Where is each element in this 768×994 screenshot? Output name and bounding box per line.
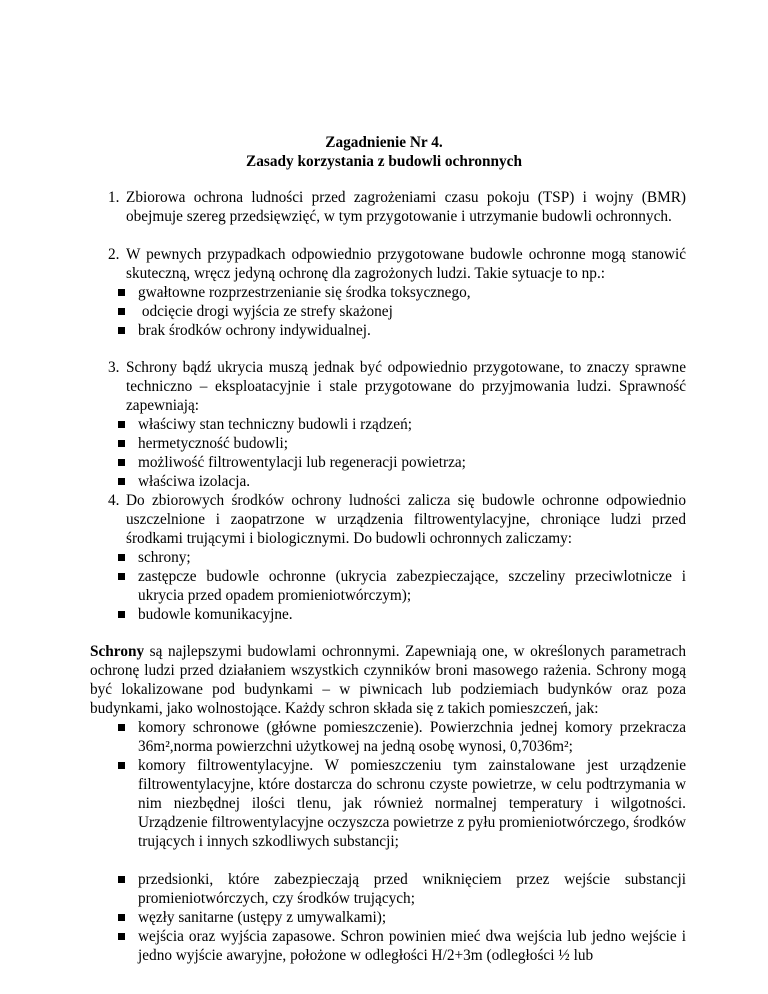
list-number: 3. [108, 359, 120, 376]
bullet-item: przedsionki, które zabezpieczają przed wniknięciem przez wejście substancji promieniotwórczych, czy środków trujących; [138, 870, 686, 908]
bullet-item: hermetyczność budowli; [138, 434, 686, 453]
bullet-square-icon [118, 327, 125, 334]
bullet-square-icon [118, 762, 125, 769]
list-text: Schrony bądź ukrycia muszą jednak być odpowiednio przygotowane, to znaczy sprawne techniczno – eksploatacyjnie i stale przygotowane do przyjmowania ludzi. Sprawność zapewniają: [126, 359, 686, 414]
bullet-item: budowle komunikacyjne. [138, 605, 686, 624]
bullet-square-icon [118, 308, 125, 315]
schrony-lead: Schrony [90, 643, 145, 660]
bullet-square-icon [118, 573, 125, 580]
schrony-text: są najlepszymi budowlami ochronnymi. Zapewniają one, w określonych parametrach ochronę ludzi przed działaniem wszystkich czynników broni masowego rażenia. Schrony mogą być lokalizowane pod budynkami – w piwnicach lub podziemiach budynków oraz poza budynkami, jako wolnostojące. Każdy schron składa się z takich pomieszczeń, jak: [90, 643, 686, 717]
bullet-square-icon [118, 459, 125, 466]
bullet-square-icon [118, 421, 125, 428]
document-title: Zagadnienie Nr 4. [325, 134, 443, 151]
bullet-item: wejścia oraz wyjścia zapasowe. Schron powinien mieć dwa wejścia lub jedno wejście i jedno wyjście awaryjne, położone w odległości H/2+3m (odległości ½ lub [138, 927, 686, 965]
bullet-item: odcięcie drogi wyjścia ze strefy skażonej [138, 302, 686, 321]
bullet-item: gwałtowne rozprzestrzenianie się środka toksycznego, [138, 283, 686, 302]
bullet-item: właściwy stan techniczny budowli i rządzeń; [138, 415, 686, 434]
list-text: W pewnych przypadkach odpowiednio przygotowane budowle ochronne mogą stanowić skuteczną, wręcz jedyną ochronę dla zagrożonych ludzi. Takie sytuacje to np.: [126, 246, 686, 282]
list-number: 4. [108, 492, 120, 509]
bullet-item: zastępcze budowle ochronne (ukrycia zabezpieczające, szczeliny przeciwlotnicze i ukrycia przed opadem promieniotwórczym); [138, 567, 686, 605]
bullet-item: możliwość filtrowentylacji lub regeneracji powietrza; [138, 453, 686, 472]
bullet-square-icon [118, 933, 125, 940]
bullet-square-icon [118, 554, 125, 561]
bullet-square-icon [118, 440, 125, 447]
bullet-item: właściwa izolacja. [138, 472, 686, 491]
bullet-item: brak środków ochrony indywidualnej. [138, 321, 686, 340]
bullet-square-icon [118, 611, 125, 618]
bullet-square-icon [118, 289, 125, 296]
list-number: 1. [108, 189, 120, 206]
document-subtitle: Zasady korzystania z budowli ochronnych [246, 153, 522, 170]
bullet-square-icon [118, 914, 125, 921]
bullet-square-icon [118, 478, 125, 485]
list-text: Do zbiorowych środków ochrony ludności zalicza się budowle ochronne odpowiednio uszczelnione i zaopatrzone w urządzenia filtrowentylacyjne, chroniące ludzi przed środkami trującymi i biologicznymi. Do budowli ochronnych zaliczamy: [126, 492, 686, 547]
bullet-item: komory schronowe (główne pomieszczenie). Powierzchnia jednej komory przekracza 36m²,norma powierzchni użytkowej na jedną osobę wynosi, 0,7036m²; [138, 718, 686, 756]
schrony-paragraph [90, 642, 686, 718]
bullet-square-icon [118, 876, 125, 883]
bullet-item: komory filtrowentylacyjne. W pomieszczeniu tym zainstalowane jest urządzenie filtrowentylacyjne, które dostarcza do schronu czyste powietrze, w celu podtrzymania w nim niezbędnej ilości tlenu, jak również normalnej temperatury i wilgotności. Urządzenie filtrowentylacyjne oczyszcza powietrze z pyłu promieniotwórczego, środków trujących i innych szkodliwych substancji; [138, 756, 686, 851]
bullet-item: węzły sanitarne (ustępy z umywalkami); [138, 908, 686, 927]
bullet-item: schrony; [138, 548, 686, 567]
bullet-square-icon [118, 724, 125, 731]
list-text: Zbiorowa ochrona ludności przed zagrożeniami czasu pokoju (TSP) i wojny (BMR) obejmuje szereg przedsięwzięć, w tym przygotowanie i utrzymanie budowli ochronnych. [126, 189, 686, 225]
list-number: 2. [108, 246, 120, 263]
